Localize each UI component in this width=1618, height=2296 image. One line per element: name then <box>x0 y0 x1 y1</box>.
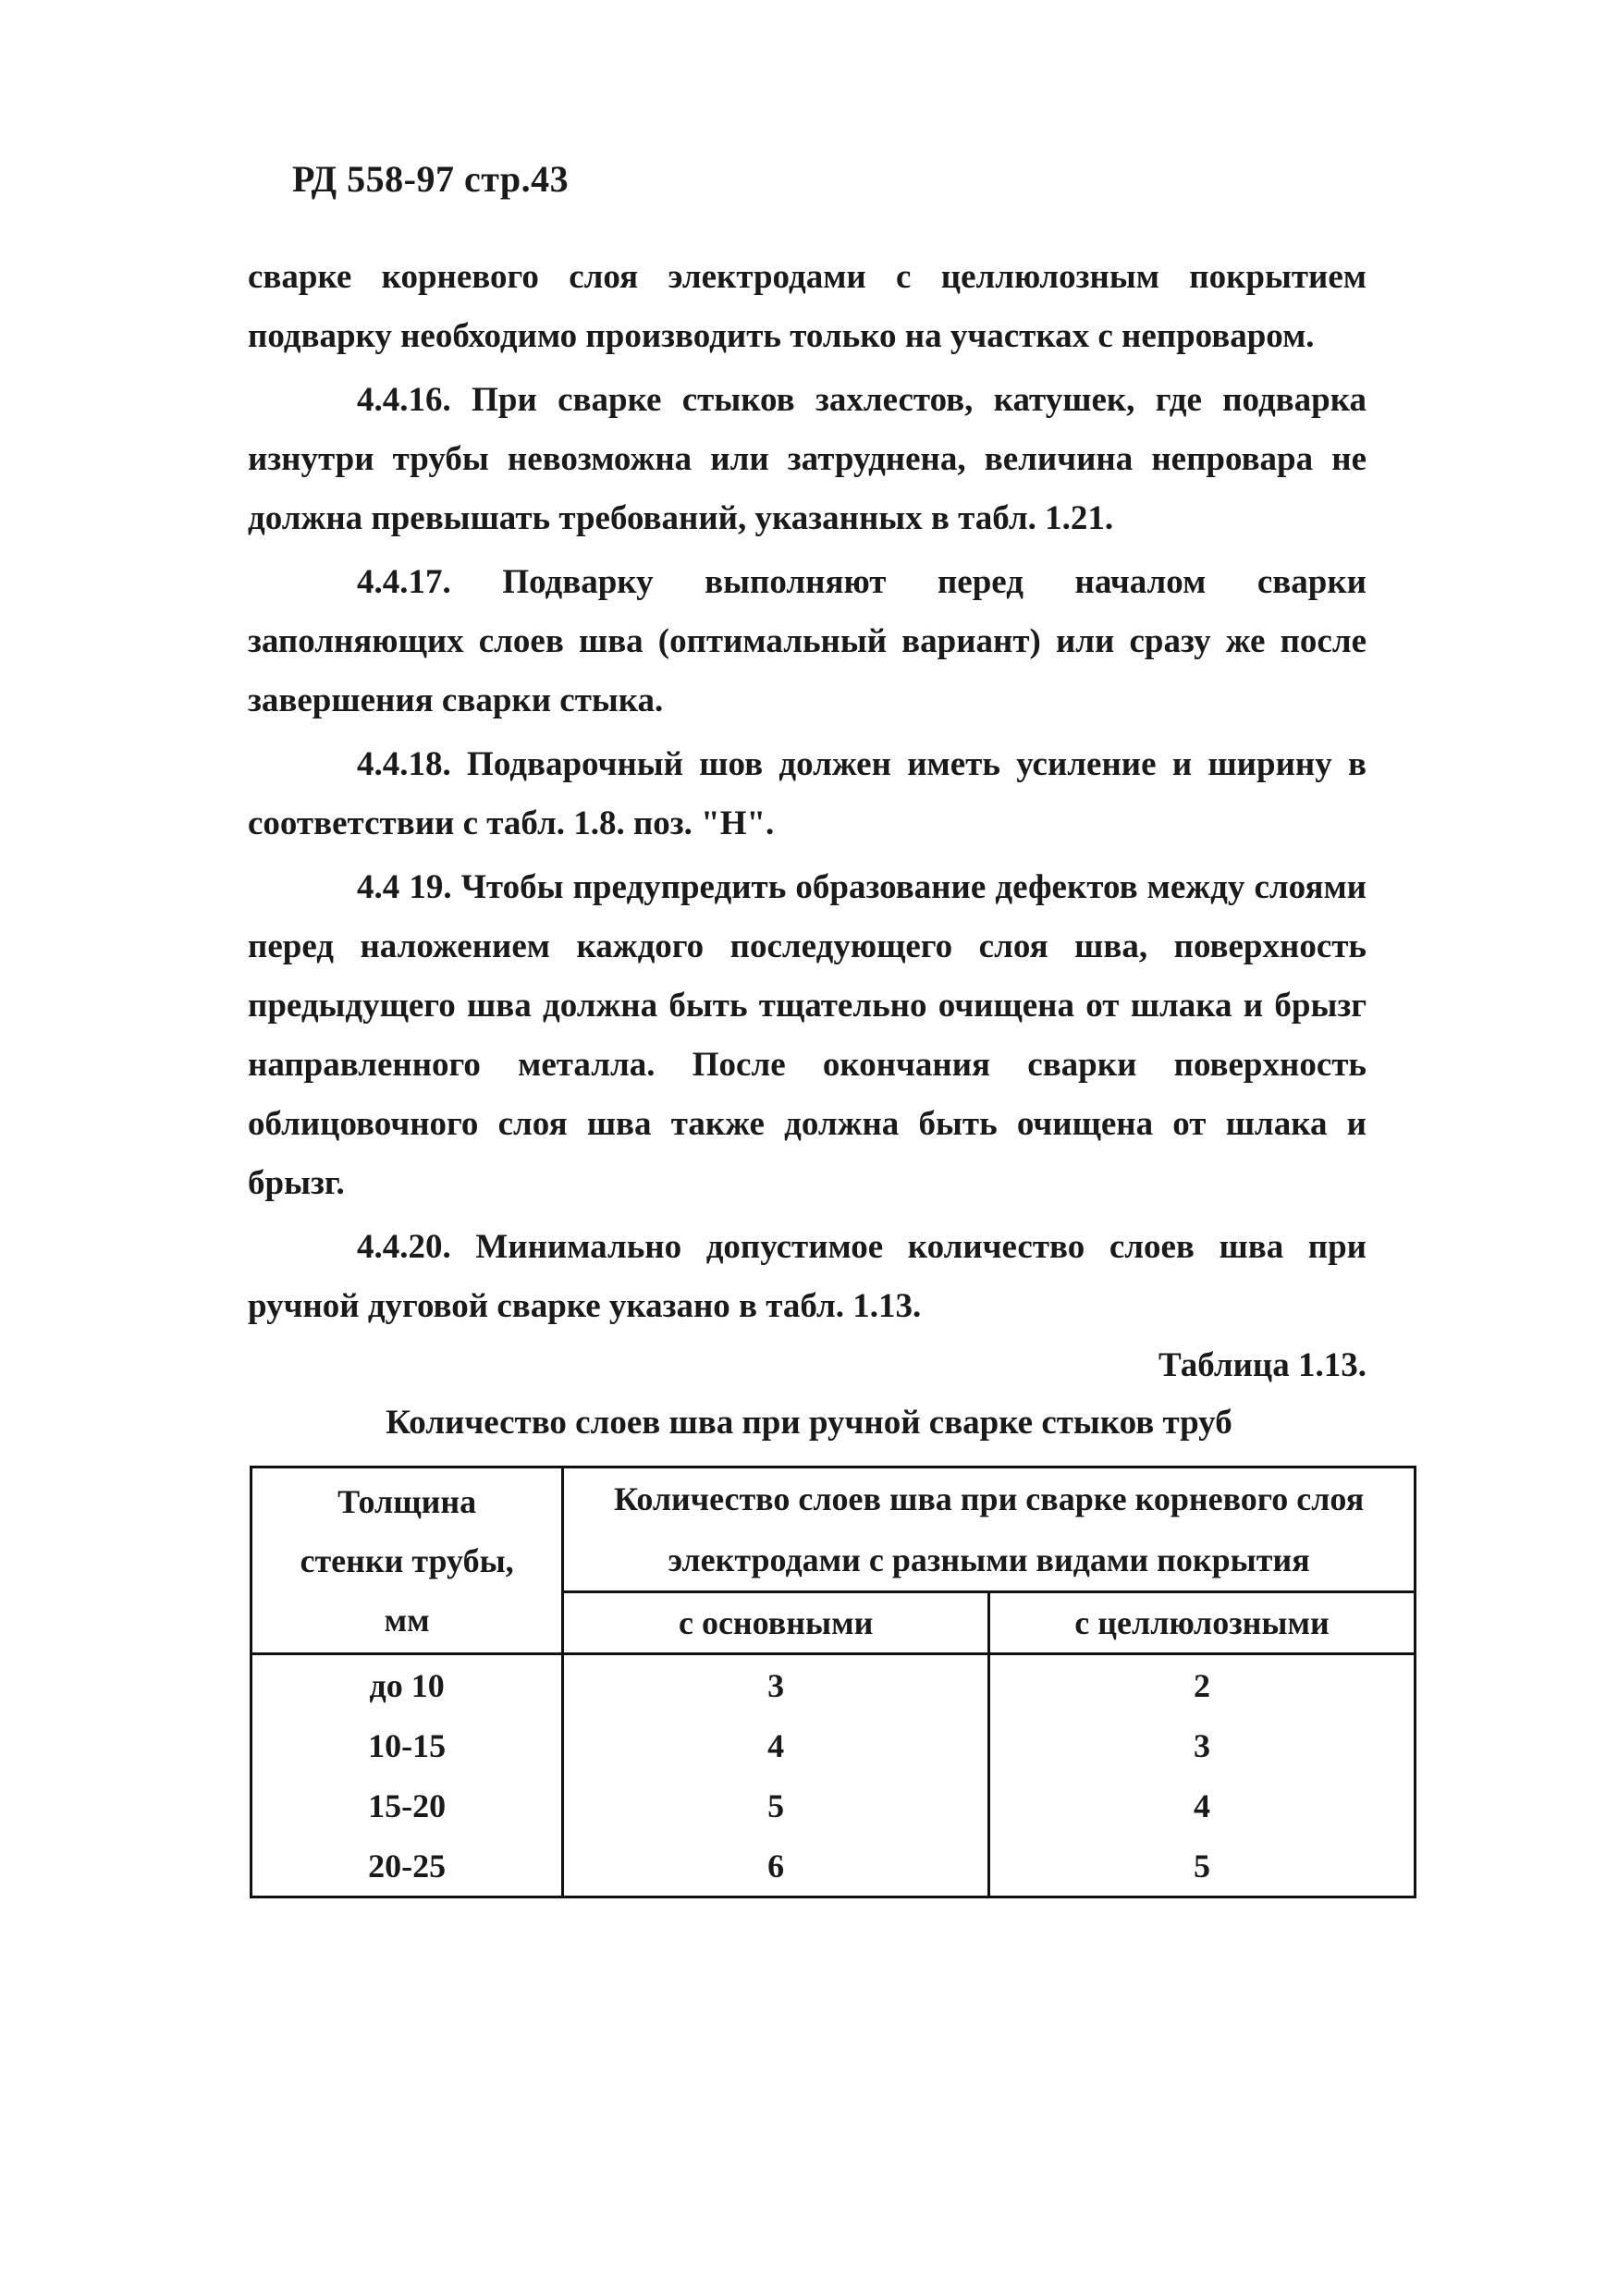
body-text <box>248 248 1367 1341</box>
paragraph-4-4-16: 4.4.16. При сварке стыков захлестов, катушек, где подварка изнутри трубы невозможна или затруднена, величина непровара не должна превышать требований, указанных в табл. 1.21. <box>248 381 1367 537</box>
paragraph-4-4-18: 4.4.18. Подварочный шов должен иметь усиление и ширину в соответствии с табл. 1.8. поз. "Н". <box>248 745 1367 842</box>
table-title: Количество слоев шва при ручной сварке стыков труб <box>386 1404 1232 1442</box>
table-cell: 3 <box>989 1715 1416 1775</box>
table-subheader-basic: с основными <box>563 1592 989 1654</box>
table-caption: Таблица 1.13. <box>1158 1346 1367 1384</box>
paragraph-4-4-17: 4.4.17. Подварку выполняют перед началом сварки заполняющих слоев шва (оптимальный вариант) или сразу же после завершения сварки стыка. <box>248 563 1367 719</box>
table-cell: 3 <box>563 1654 989 1716</box>
paragraph: сварке корневого слоя электродами с целлюлозным покрытием подварку необходимо производить только на участках с непроваром. <box>248 258 1367 355</box>
table-row <box>251 1775 1416 1836</box>
table-cell: 4 <box>989 1775 1416 1836</box>
table-header-group-text: Количество слоев шва при сварке корневого слоя электродами с разными видами покрытия <box>614 1480 1365 1578</box>
page-header: РД 558-97 стр.43 <box>292 158 570 200</box>
table-cell: 5 <box>563 1775 989 1836</box>
table-header-thickness-text: Толщина стенки трубы, мм <box>300 1482 514 1639</box>
table-cell: 2 <box>989 1654 1416 1716</box>
table-cell: до 10 <box>251 1654 563 1716</box>
table-cell: 10-15 <box>251 1715 563 1775</box>
table-cell: 6 <box>563 1836 989 1897</box>
table-header-group <box>563 1467 1416 1592</box>
paragraph-4-4-19: 4.4 19. Чтобы предупредить образование дефектов между слоями перед наложением каждого последующего слоя шва, поверхность предыдущего шва должна быть тщательно очищена от шлака и брызг направленного металла. После окончания сварки поверхность облицовочного слоя шва также должна быть очищена от шлака и брызг. <box>248 868 1367 1202</box>
table-row <box>251 1715 1416 1775</box>
table-row <box>251 1836 1416 1897</box>
table-subheader-cellulose: с целлюлозными <box>989 1592 1416 1654</box>
table-row <box>251 1654 1416 1716</box>
paragraph-4-4-20: 4.4.20. Минимально допустимое количество слоев шва при ручной дуговой сварке указано в табл. 1.13. <box>248 1228 1367 1325</box>
table-header-thickness <box>251 1467 563 1654</box>
table-cell: 15-20 <box>251 1775 563 1836</box>
layers-table <box>250 1466 1416 1898</box>
table-cell: 5 <box>989 1836 1416 1897</box>
table-cell: 4 <box>563 1715 989 1775</box>
table-cell: 20-25 <box>251 1836 563 1897</box>
